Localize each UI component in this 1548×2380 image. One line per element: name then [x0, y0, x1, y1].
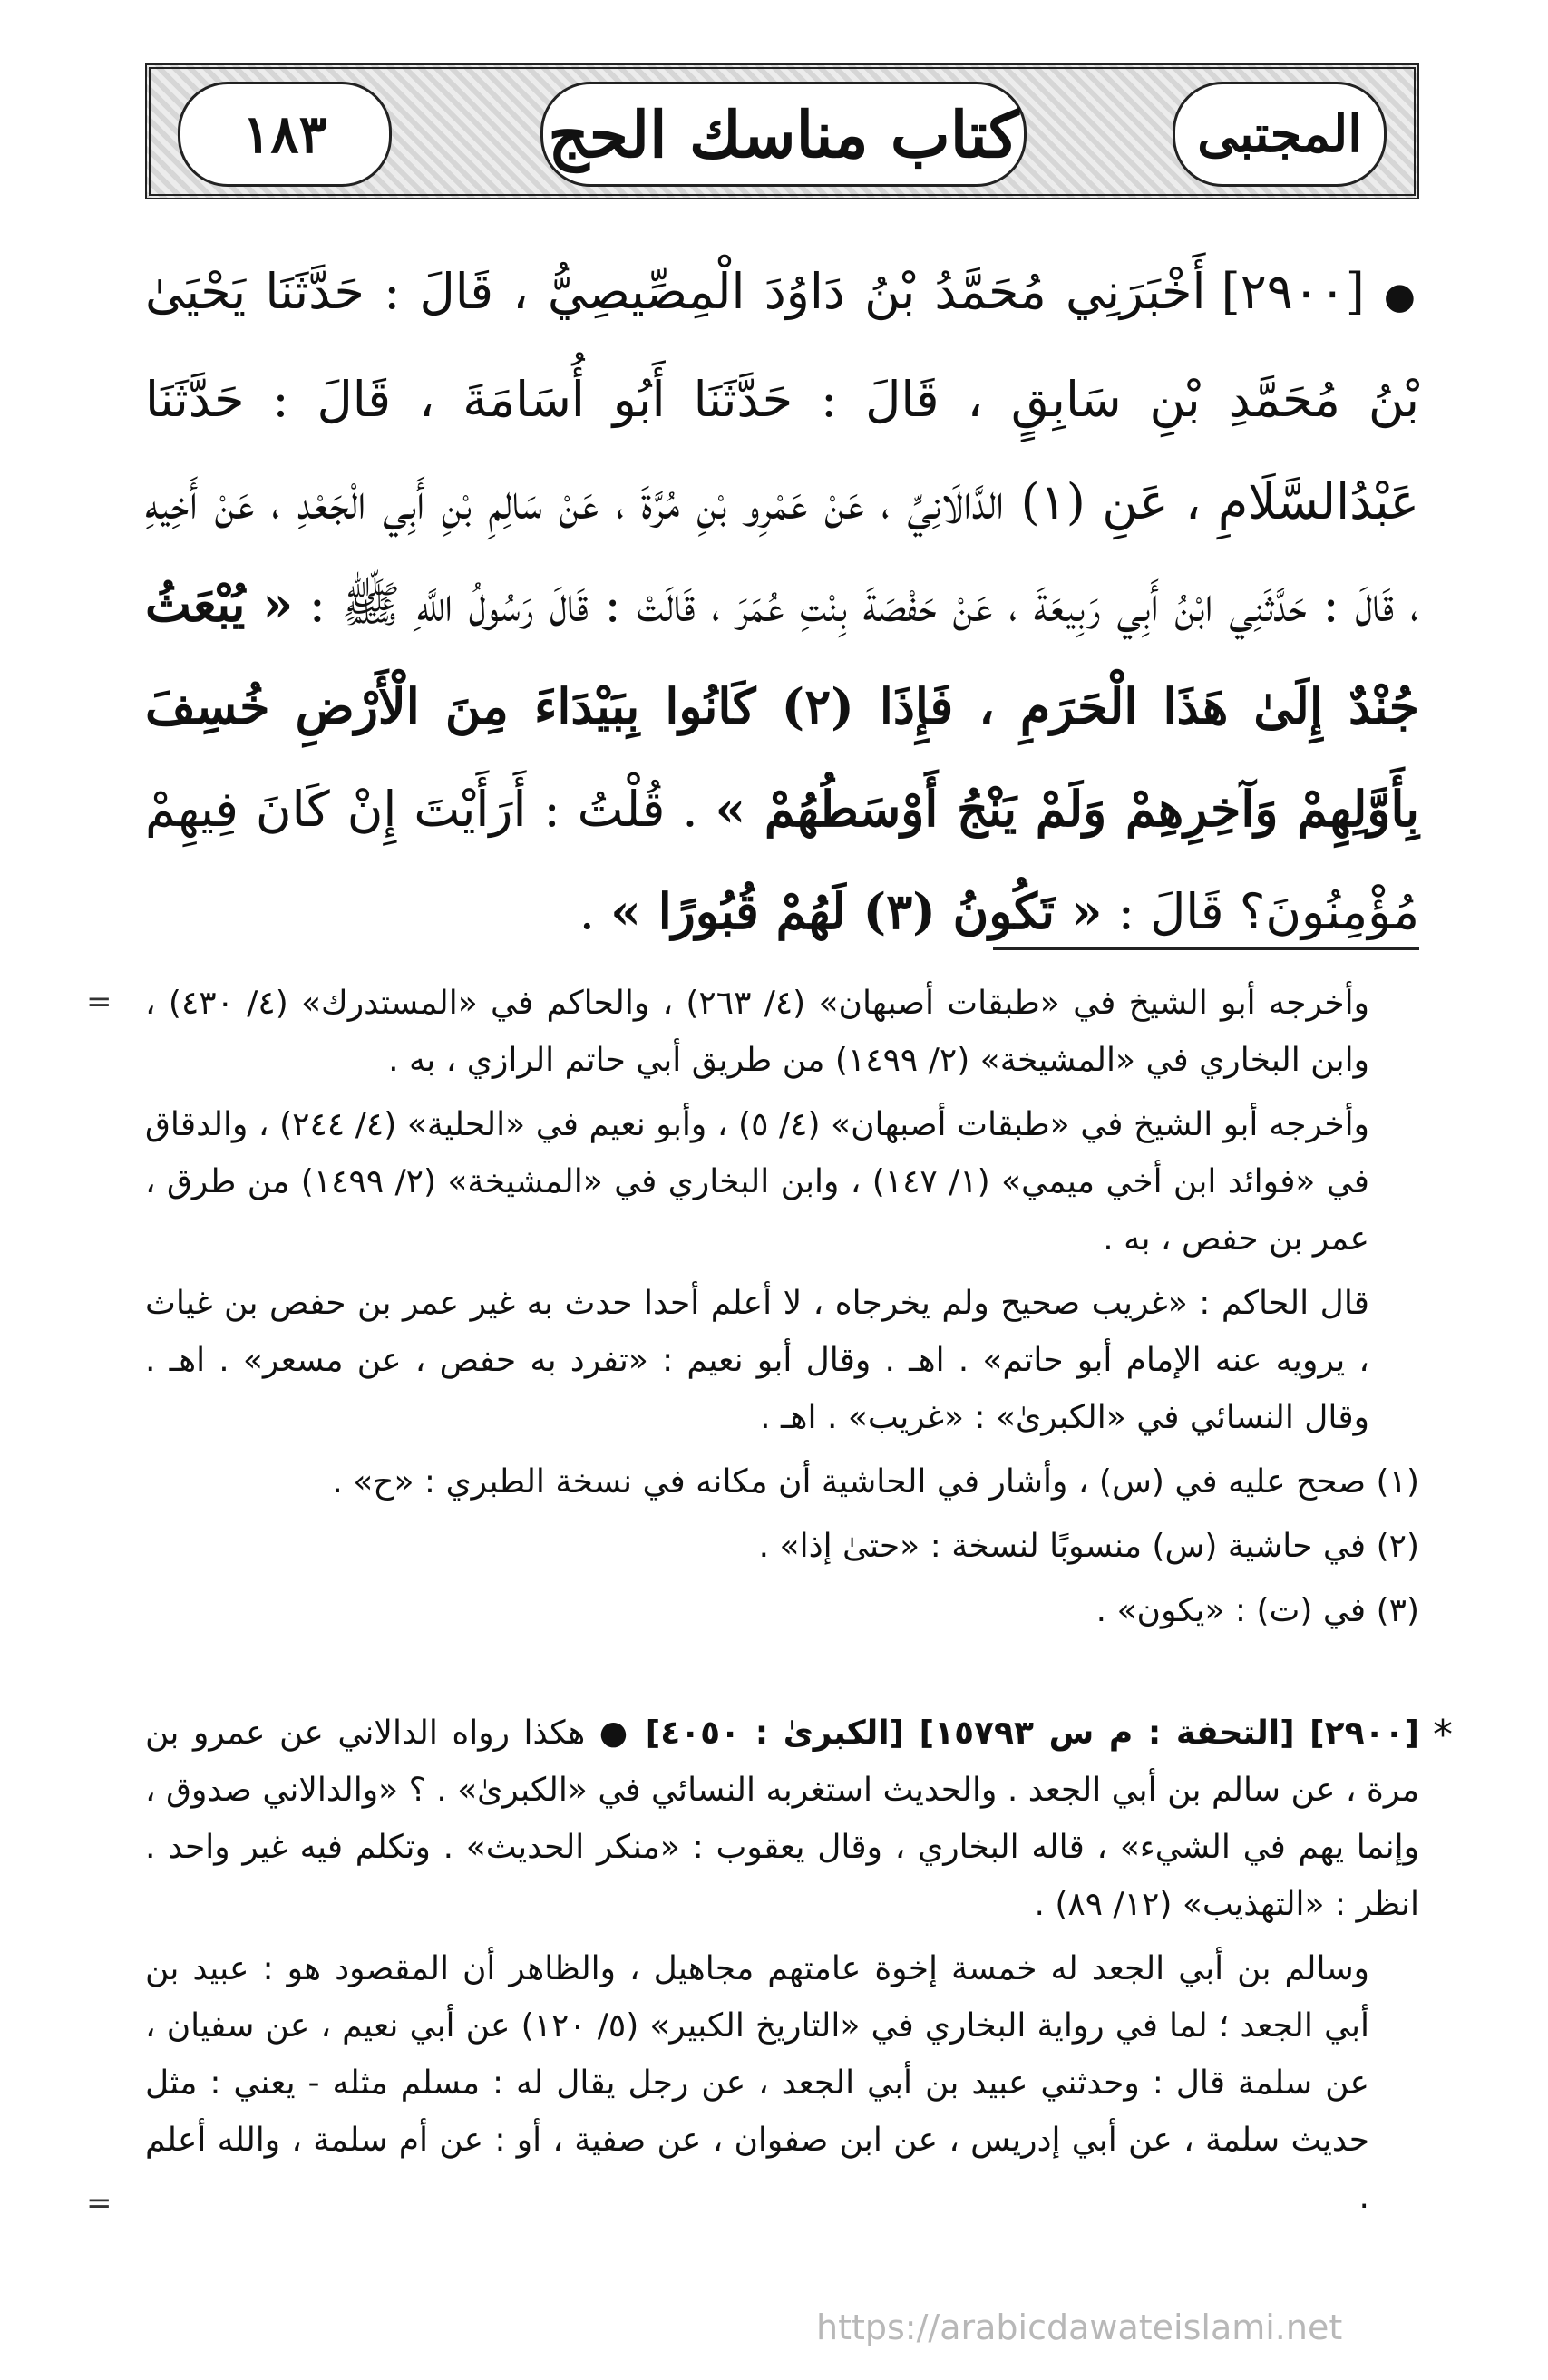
hadith-matn-quote: « يُبْعَثُ جُنْدٌ إِلَىٰ هَذَا الْحَرَمِ ، فَإِذَا (٢) كَانُوا بِبَيْدَاءَ مِنَ الْأَرْضِ خُسِفَ بِأَوَّلِهِمْ وَآخِرِهِمْ وَلَمْ يَنْجُ أَوْسَطُهُمْ » [145, 575, 1419, 838]
footnote-item: (٣) في (ت) : «يكون» . [1095, 1592, 1419, 1629]
footnote-item: (١) صحح عليه في (س) ، وأشار في الحاشية أن مكانه في نسخة الطبري : «ح» . [332, 1463, 1419, 1501]
footnotes [145, 975, 1419, 1639]
footnote-separator [993, 947, 1419, 950]
takhrij-paragraph: قال الحاكم : «غريب صحيح ولم يخرجاه ، لا أعلم أحدا حدث به غير عمر بن حفص بن غياث ، يرويه عنه الإمام أبو حاتم» . اهـ . وقال أبو نعيم : «تفرد به حفص ، عن مسعر» . اهـ . وقال النسائي في «الكبرىٰ» : «غريب» . اهـ . [145, 1285, 1369, 1436]
page-header [145, 63, 1419, 199]
commentary [145, 1705, 1419, 2226]
hadith-question: . قُلْتُ : أَرَأَيْتَ إِنْ كَانَ فِيهِمْ مُؤْمِنُونَ؟ قَالَ : [145, 781, 1419, 940]
hadith-text [145, 240, 1419, 963]
bullet-icon: ● [599, 1715, 632, 1752]
page-number: ١٨٣ [178, 82, 392, 187]
star-icon: * [1433, 1712, 1453, 1758]
footnote-item: (٢) في حاشية (س) منسوبًا لنسخة : «حتىٰ إذا» . [758, 1528, 1419, 1565]
hadith-end: . [579, 883, 595, 940]
continuation-mark: = [86, 984, 112, 1020]
chapter-title: كتاب مناسك الحج [540, 82, 1027, 187]
continuation-mark: = [86, 2185, 112, 2221]
commentary-text: هكذا رواه الدالاني عن عمرو بن مرة ، عن سالم بن أبي الجعد . والحديث استغربه النسائي في «الكبرىٰ» . ؟ «والدالاني صدوق ، وإنما يهم في الشيء» ، قاله البخاري ، وقال يعقوب : «منكر الحديث» . وتكلم فيه غير واحد . انظر : «التهذيب» (١٢/ ٨٩) . [145, 1715, 1419, 1923]
commentary-paragraph: وسالم بن أبي الجعد له خمسة إخوة عامتهم مجاهيل ، والظاهر أن المقصود هو : عبيد بن أبي الجعد ؛ لما في رواية البخاري في «التاريخ الكبير» (٥/ ١٢٠) عن أبي نعيم ، عن سفيان ، عن سلمة قال : وحدثني عبيد بن أبي الجعد ، عن رجل يقال له : مسلم مثله - يعني : مثل حديث سلمة ، عن أبي إدريس ، عن ابن صفوان ، عن صفية ، أو : عن أم سلمة ، والله أعلم . [145, 1950, 1369, 2216]
takhrij-paragraph: وأخرجه أبو الشيخ في «طبقات أصبهان» (٤/ ٢٦٣) ، والحاكم في «المستدرك» (٤/ ٤٣٠) ، وابن البخاري في «المشيخة» (٢/ ١٤٩٩) من طريق أبي حاتم الرازي ، به . [145, 985, 1369, 1079]
bullet-icon: ● [1384, 276, 1419, 317]
hadith-isnad: [٢٩٠٠] أَخْبَرَنِي مُحَمَّدُ بْنُ دَاوُدَ الْمِصِّيصِيُّ ، قَالَ : حَدَّثَنَا يَحْيَىٰ بْنُ مُحَمَّدِ بْنِ سَابِقٍ ، قَالَ : حَدَّثَنَا أَبُو أُسَامَةَ ، قَالَ : حَدَّثَنَا عَبْدُالسَّلَامِ ، عَنِ (١) الدَّالَانِيِّ ، عَنْ عَمْرِو بْنِ مُرَّةَ ، عَنْ سَالِمِ بْنِ أَبِي الْجَعْدِ ، عَنْ أَخِيهِ ، قَالَ : حَدَّثَنِي ابْنُ أَبِي رَبِيعَةَ ، عَنْ حَفْصَةَ بِنْتِ عُمَرَ ، قَالَتْ : قَالَ رَسُولُ اللَّهِ ﷺ : [145, 263, 1419, 633]
takhrij-paragraph: وأخرجه أبو الشيخ في «طبقات أصبهان» (٤/ ٥) ، وأبو نعيم في «الحلية» (٤/ ٢٤٤) ، والدقاق في «فوائد ابن أخي ميمي» (١/ ١٤٧) ، وابن البخاري في «المشيخة» (٢/ ١٤٩٩) من طرق ، عمر بن حفص ، به . [145, 1106, 1370, 1258]
commentary-paragraph [145, 1705, 1419, 1933]
watermark-url: https://arabicdawateislami.net [816, 2307, 1343, 2347]
reference-tag: [٢٩٠٠] [التحفة : م س ١٥٧٩٣] [الكبرىٰ : ٤٠٥٠] [645, 1715, 1419, 1752]
hadith-answer-quote: « تَكُونُ (٣) لَهُمْ قُبُورًا » [610, 882, 1103, 940]
book-logo: المجتبى [1173, 82, 1387, 187]
